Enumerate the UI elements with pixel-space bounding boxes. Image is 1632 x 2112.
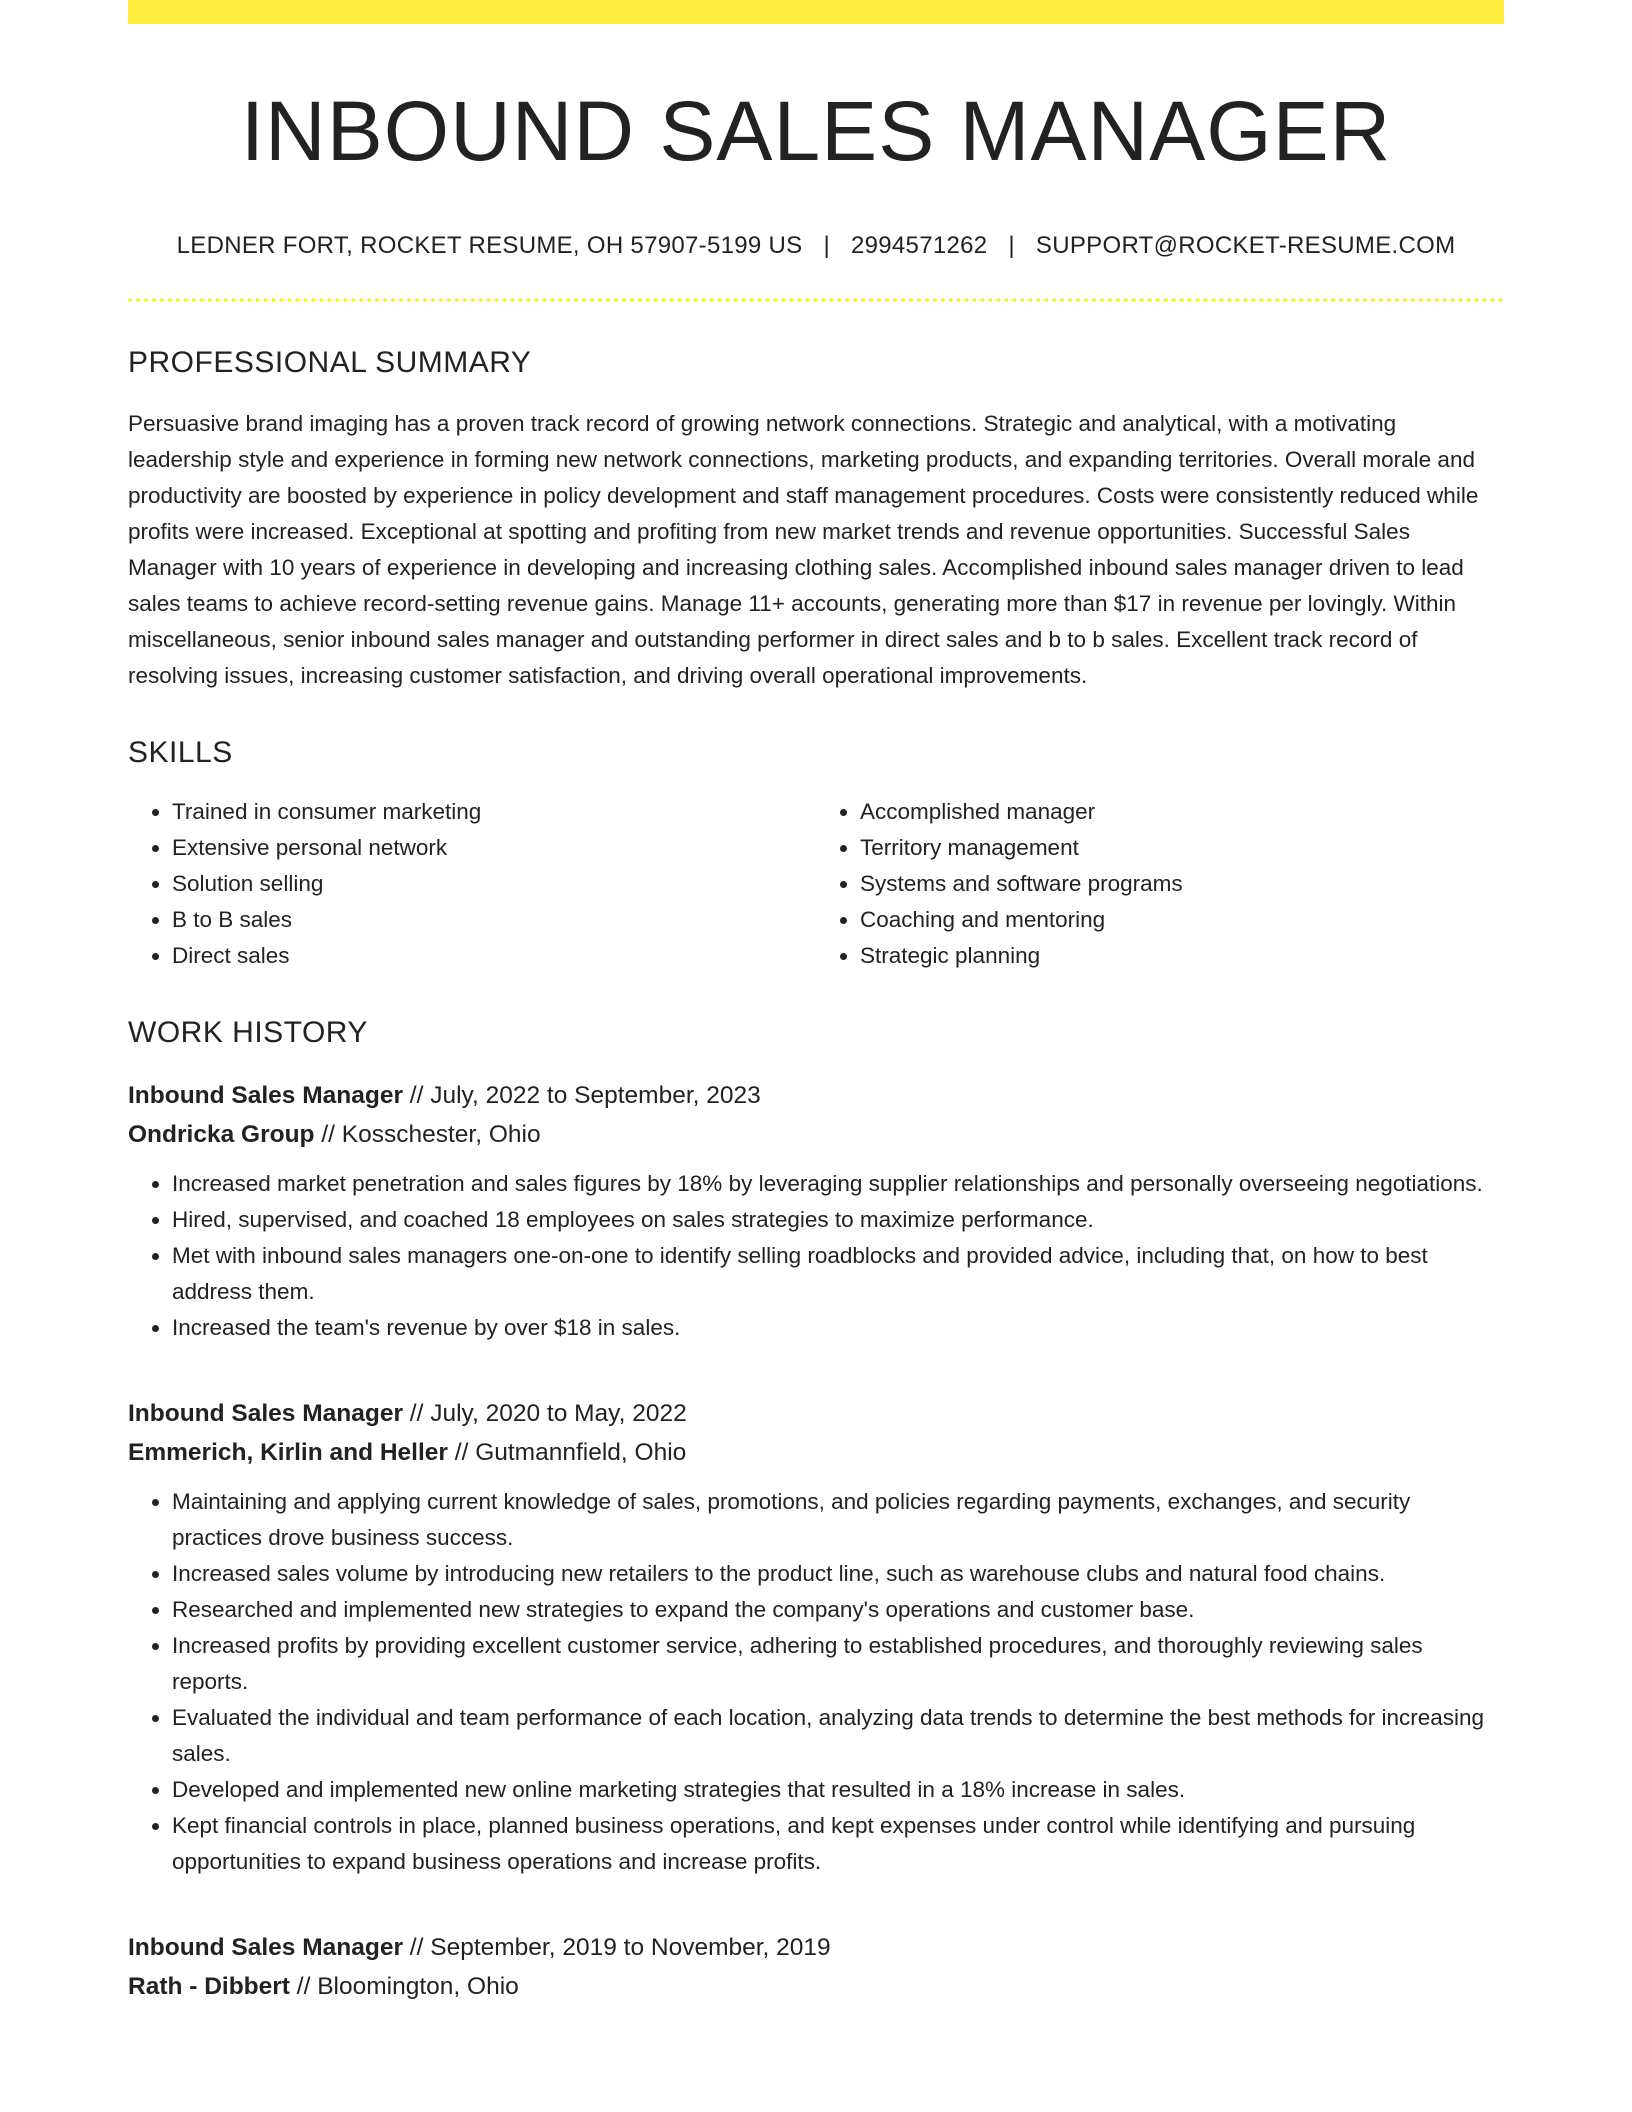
job-location: // Kosschester, Ohio [314, 1121, 541, 1149]
job-bullet: • Hired, supervised, and coached 18 employees on sales strategies to maximize performance. [172, 1202, 1504, 1238]
job-role: Inbound Sales Manager [128, 1934, 403, 1962]
top-accent-bar [128, 0, 1504, 24]
skill-item: • Accomplished manager [860, 794, 1504, 830]
skills-column-right [816, 794, 1504, 974]
job-role: Inbound Sales Manager [128, 1400, 403, 1428]
job-dates: // July, 2020 to May, 2022 [403, 1400, 687, 1428]
resume-page [128, 0, 1504, 2006]
job-company-line [128, 1433, 1504, 1472]
skills-column-left [128, 794, 816, 974]
contact-phone: 2994571262 [850, 232, 988, 260]
skills-title: SKILLS [128, 736, 233, 770]
job-dates: // September, 2019 to November, 2019 [403, 1934, 831, 1962]
job-company-line [128, 1967, 1504, 2006]
header-divider [128, 298, 1504, 302]
job-bullet: • Maintaining and applying current knowledge of sales, promotions, and policies regarding payments, exchanges, and security practices drove business success. [172, 1484, 1504, 1556]
skill-item: • Strategic planning [860, 938, 1504, 974]
skill-item: • Trained in consumer marketing [172, 794, 816, 830]
skill-item: • Direct sales [172, 938, 816, 974]
job-bullets [128, 1166, 1504, 1346]
contact-address: LEDNER FORT, ROCKET RESUME, OH 57907-5199 US [176, 232, 803, 260]
job-bullet: • Increased the team's revenue by over $18 in sales. [172, 1310, 1504, 1346]
job-bullet: • Kept financial controls in place, planned business operations, and kept expenses under control while identifying and pursuing opportunities to expand business operations and increase profits. [172, 1808, 1504, 1880]
contact-line [128, 232, 1504, 260]
resume-name: INBOUND SALES MANAGER [240, 84, 1392, 178]
job-company: Ondricka Group [128, 1121, 315, 1149]
job-company: Rath - Dibbert [128, 1973, 290, 2001]
skills-list [128, 794, 1504, 974]
contact-separator: | [1008, 232, 1015, 260]
job-title-line [128, 1076, 1504, 1115]
job-bullet: • Increased market penetration and sales figures by 18% by leveraging supplier relationships and personally overseeing negotiations. [172, 1166, 1504, 1202]
skill-item: • Extensive personal network [172, 830, 816, 866]
job-bullets [128, 1484, 1504, 1880]
job-entry [128, 1928, 1504, 2006]
job-role: Inbound Sales Manager [128, 1082, 403, 1110]
skill-item: • Systems and software programs [860, 866, 1504, 902]
job-company-line [128, 1115, 1504, 1154]
summary-title: PROFESSIONAL SUMMARY [128, 346, 532, 380]
job-location: // Bloomington, Ohio [289, 1973, 519, 2001]
job-bullet: • Developed and implemented new online marketing strategies that resulted in a 18% increase in sales. [172, 1772, 1504, 1808]
contact-separator: | [823, 232, 830, 260]
skill-item: • Coaching and mentoring [860, 902, 1504, 938]
job-dates: // July, 2022 to September, 2023 [403, 1082, 761, 1110]
job-title-line [128, 1394, 1504, 1433]
job-title-line [128, 1928, 1504, 1967]
job-location: // Gutmannfield, Ohio [447, 1439, 687, 1467]
skill-item: • Solution selling [172, 866, 816, 902]
job-bullet: • Evaluated the individual and team performance of each location, analyzing data trends to determine the best methods for increasing sales. [172, 1700, 1504, 1772]
job-bullet: • Increased profits by providing excellent customer service, adhering to established procedures, and thoroughly reviewing sales reports. [172, 1628, 1504, 1700]
contact-email: SUPPORT@ROCKET-RESUME.COM [1035, 232, 1456, 260]
summary-text: Persuasive brand imaging has a proven track record of growing network connections. Strategic and analytical, with a motivating leadership style and experience in forming new network connections, marketing products, and expanding territories. Overall morale and productivity are boosted by experience in policy development and staff management procedures. Costs were consistently reduced while profits were increased. Exceptional at spotting and profiting from new market trends and revenue opportunities. Successful Sales Manager with 10 years of experience in developing and increasing clothing sales. Accomplished inbound sales manager driven to lead sales teams to achieve record-setting revenue gains. Manage 11+ accounts, generating more than $17 in revenue per lovingly. Within miscellaneous, senior inbound sales manager and outstanding performer in direct sales and b to b sales. Excellent track record of resolving issues, increasing customer satisfaction, and driving overall operational improvements. [128, 411, 1479, 689]
job-company: Emmerich, Kirlin and Heller [128, 1439, 448, 1467]
job-entry [128, 1394, 1504, 1880]
job-entry [128, 1076, 1504, 1346]
work-history-title: WORK HISTORY [128, 1016, 368, 1050]
job-bullet: • Researched and implemented new strategies to expand the company's operations and customer base. [172, 1592, 1504, 1628]
job-bullet: • Met with inbound sales managers one-on-one to identify selling roadblocks and provided advice, including that, on how to best address them. [172, 1238, 1504, 1310]
skill-item: • Territory management [860, 830, 1504, 866]
job-bullet: • Increased sales volume by introducing new retailers to the product line, such as warehouse clubs and natural food chains. [172, 1556, 1504, 1592]
skill-item: • B to B sales [172, 902, 816, 938]
